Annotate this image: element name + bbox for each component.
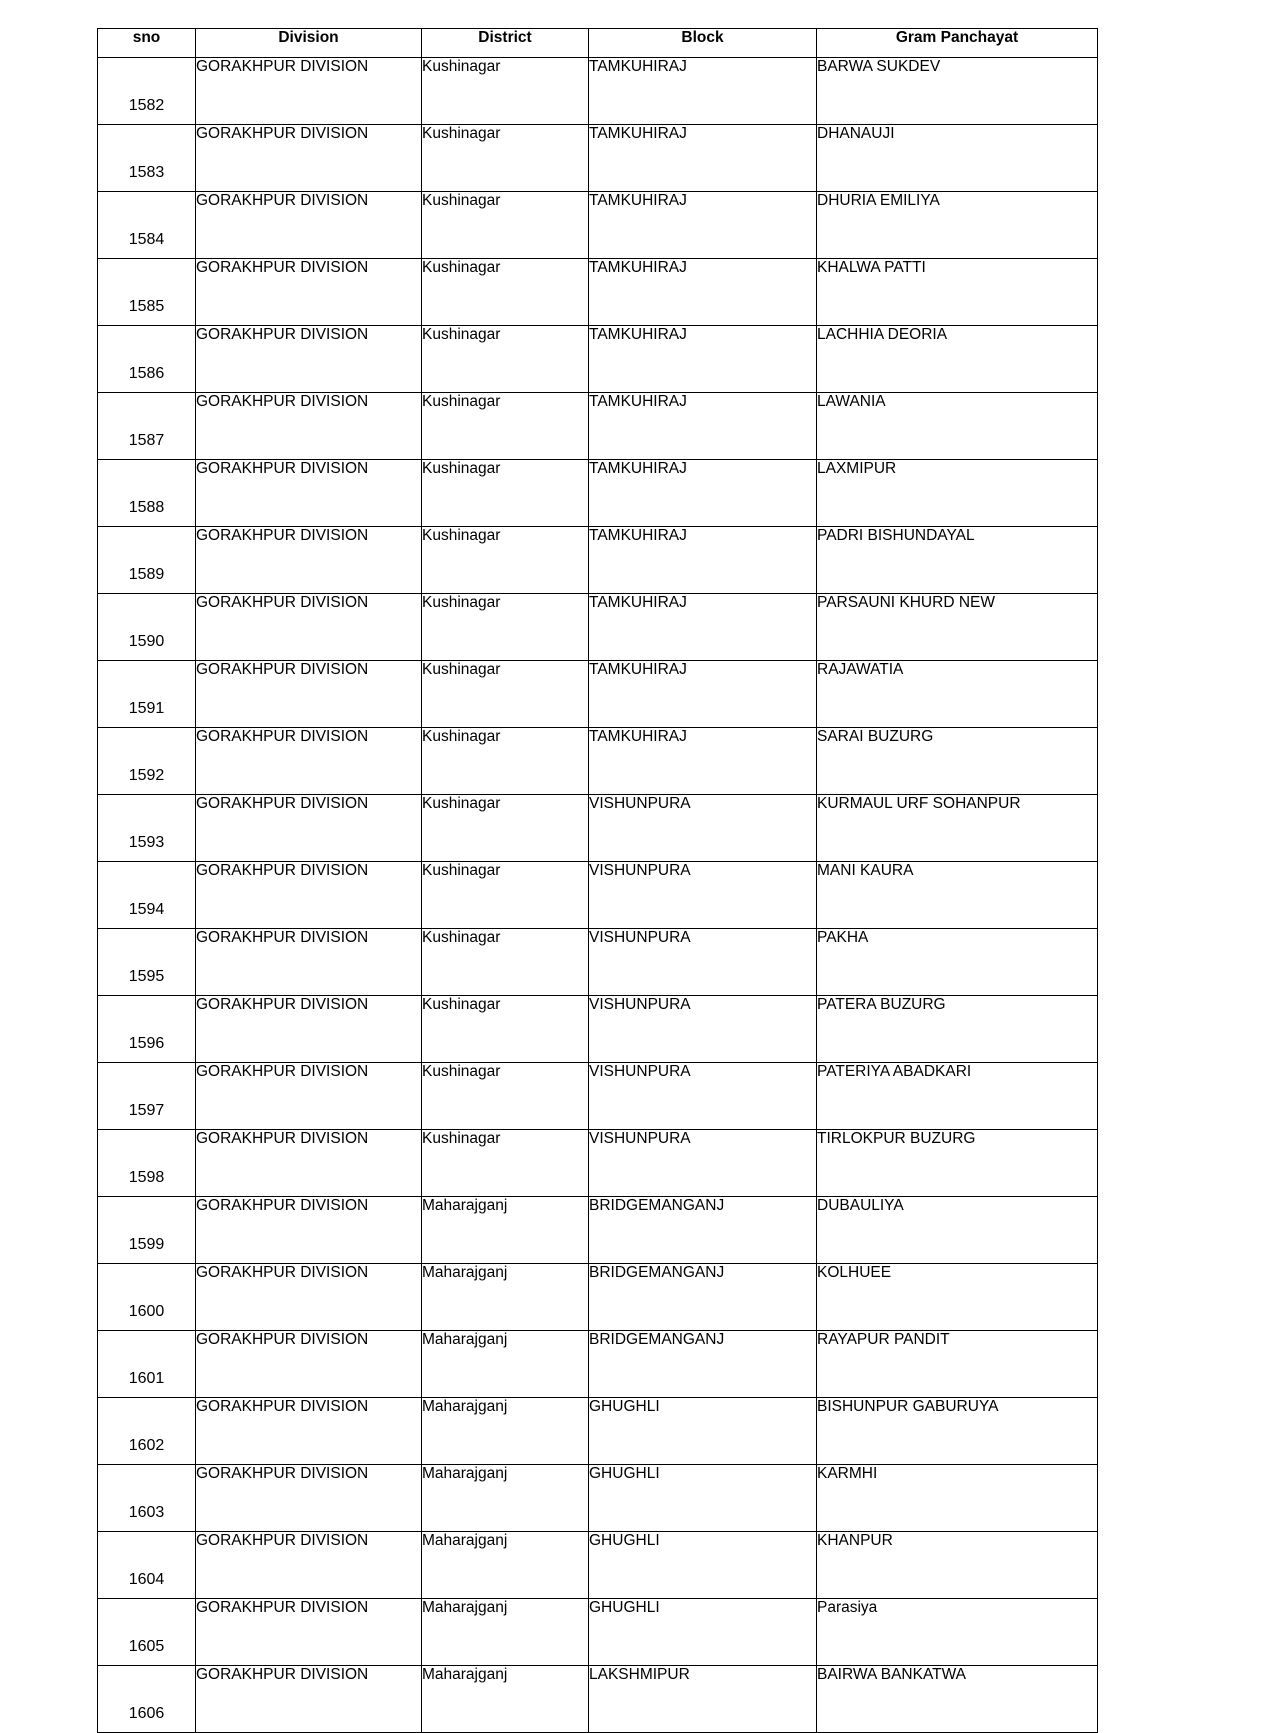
cell-sno: 1589 bbox=[98, 527, 196, 594]
cell-sno: 1584 bbox=[98, 192, 196, 259]
cell-gram-panchayat: SARAI BUZURG bbox=[817, 728, 1098, 795]
cell-block: TAMKUHIRAJ bbox=[589, 192, 817, 259]
table-row bbox=[98, 1130, 1098, 1197]
cell-division: GORAKHPUR DIVISION bbox=[196, 1331, 422, 1398]
cell-district: Kushinagar bbox=[422, 460, 589, 527]
table-header-row bbox=[98, 29, 1098, 58]
cell-district: Kushinagar bbox=[422, 192, 589, 259]
cell-division: GORAKHPUR DIVISION bbox=[196, 259, 422, 326]
cell-sno: 1586 bbox=[98, 326, 196, 393]
cell-sno: 1596 bbox=[98, 996, 196, 1063]
cell-gram-panchayat: LACHHIA DEORIA bbox=[817, 326, 1098, 393]
table-row bbox=[98, 259, 1098, 326]
cell-sno: 1595 bbox=[98, 929, 196, 996]
cell-sno: 1583 bbox=[98, 125, 196, 192]
cell-gram-panchayat: BAIRWA BANKATWA bbox=[817, 1666, 1098, 1733]
cell-block: VISHUNPURA bbox=[589, 1063, 817, 1130]
cell-district: Kushinagar bbox=[422, 862, 589, 929]
cell-gram-panchayat: PATERA BUZURG bbox=[817, 996, 1098, 1063]
table-row bbox=[98, 393, 1098, 460]
cell-block: TAMKUHIRAJ bbox=[589, 393, 817, 460]
cell-sno: 1599 bbox=[98, 1197, 196, 1264]
cell-district: Kushinagar bbox=[422, 125, 589, 192]
cell-block: VISHUNPURA bbox=[589, 1130, 817, 1197]
cell-block: LAKSHMIPUR bbox=[589, 1666, 817, 1733]
cell-sno: 1590 bbox=[98, 594, 196, 661]
cell-sno: 1598 bbox=[98, 1130, 196, 1197]
cell-block: VISHUNPURA bbox=[589, 996, 817, 1063]
cell-division: GORAKHPUR DIVISION bbox=[196, 1063, 422, 1130]
cell-district: Kushinagar bbox=[422, 1063, 589, 1130]
cell-block: BRIDGEMANGANJ bbox=[589, 1331, 817, 1398]
cell-gram-panchayat: DUBAULIYA bbox=[817, 1197, 1098, 1264]
cell-gram-panchayat: PAKHA bbox=[817, 929, 1098, 996]
table-row bbox=[98, 728, 1098, 795]
cell-sno: 1603 bbox=[98, 1465, 196, 1532]
table-row bbox=[98, 125, 1098, 192]
table-row bbox=[98, 192, 1098, 259]
cell-district: Maharajganj bbox=[422, 1264, 589, 1331]
table-row bbox=[98, 1532, 1098, 1599]
column-header-gram-panchayat: Gram Panchayat bbox=[817, 29, 1098, 58]
cell-division: GORAKHPUR DIVISION bbox=[196, 58, 422, 125]
cell-gram-panchayat: Parasiya bbox=[817, 1599, 1098, 1666]
cell-district: Maharajganj bbox=[422, 1599, 589, 1666]
cell-district: Maharajganj bbox=[422, 1331, 589, 1398]
cell-district: Kushinagar bbox=[422, 661, 589, 728]
table-row bbox=[98, 1264, 1098, 1331]
table-row bbox=[98, 1398, 1098, 1465]
column-header-district: District bbox=[422, 29, 589, 58]
cell-district: Kushinagar bbox=[422, 326, 589, 393]
cell-block: VISHUNPURA bbox=[589, 795, 817, 862]
table-row bbox=[98, 1666, 1098, 1733]
cell-district: Kushinagar bbox=[422, 929, 589, 996]
table-row bbox=[98, 58, 1098, 125]
cell-sno: 1606 bbox=[98, 1666, 196, 1733]
cell-sno: 1604 bbox=[98, 1532, 196, 1599]
cell-district: Kushinagar bbox=[422, 728, 589, 795]
cell-block: BRIDGEMANGANJ bbox=[589, 1264, 817, 1331]
cell-block: BRIDGEMANGANJ bbox=[589, 1197, 817, 1264]
cell-gram-panchayat: DHURIA EMILIYA bbox=[817, 192, 1098, 259]
cell-division: GORAKHPUR DIVISION bbox=[196, 1465, 422, 1532]
table-row bbox=[98, 1599, 1098, 1666]
gram-panchayat-table bbox=[97, 28, 1098, 1733]
cell-block: TAMKUHIRAJ bbox=[589, 259, 817, 326]
table-body bbox=[98, 58, 1098, 1733]
cell-division: GORAKHPUR DIVISION bbox=[196, 125, 422, 192]
cell-division: GORAKHPUR DIVISION bbox=[196, 929, 422, 996]
cell-division: GORAKHPUR DIVISION bbox=[196, 460, 422, 527]
cell-gram-panchayat: BISHUNPUR GABURUYA bbox=[817, 1398, 1098, 1465]
column-header-block: Block bbox=[589, 29, 817, 58]
table-row bbox=[98, 996, 1098, 1063]
cell-division: GORAKHPUR DIVISION bbox=[196, 1398, 422, 1465]
cell-block: TAMKUHIRAJ bbox=[589, 728, 817, 795]
table-row bbox=[98, 862, 1098, 929]
cell-gram-panchayat: LAXMIPUR bbox=[817, 460, 1098, 527]
cell-division: GORAKHPUR DIVISION bbox=[196, 1599, 422, 1666]
cell-gram-panchayat: RAYAPUR PANDIT bbox=[817, 1331, 1098, 1398]
cell-block: TAMKUHIRAJ bbox=[589, 326, 817, 393]
cell-division: GORAKHPUR DIVISION bbox=[196, 326, 422, 393]
table-row bbox=[98, 1063, 1098, 1130]
cell-division: GORAKHPUR DIVISION bbox=[196, 795, 422, 862]
cell-sno: 1594 bbox=[98, 862, 196, 929]
cell-block: GHUGHLI bbox=[589, 1532, 817, 1599]
cell-block: TAMKUHIRAJ bbox=[589, 460, 817, 527]
cell-block: GHUGHLI bbox=[589, 1465, 817, 1532]
cell-gram-panchayat: RAJAWATIA bbox=[817, 661, 1098, 728]
cell-division: GORAKHPUR DIVISION bbox=[196, 728, 422, 795]
cell-division: GORAKHPUR DIVISION bbox=[196, 661, 422, 728]
table-header bbox=[98, 29, 1098, 58]
cell-sno: 1605 bbox=[98, 1599, 196, 1666]
cell-sno: 1587 bbox=[98, 393, 196, 460]
table-row bbox=[98, 527, 1098, 594]
cell-division: GORAKHPUR DIVISION bbox=[196, 1666, 422, 1733]
cell-division: GORAKHPUR DIVISION bbox=[196, 1197, 422, 1264]
cell-gram-panchayat: KARMHI bbox=[817, 1465, 1098, 1532]
cell-gram-panchayat: KHANPUR bbox=[817, 1532, 1098, 1599]
cell-block: VISHUNPURA bbox=[589, 929, 817, 996]
column-header-sno: sno bbox=[98, 29, 196, 58]
cell-gram-panchayat: TIRLOKPUR BUZURG bbox=[817, 1130, 1098, 1197]
cell-division: GORAKHPUR DIVISION bbox=[196, 527, 422, 594]
cell-gram-panchayat: MANI KAURA bbox=[817, 862, 1098, 929]
cell-sno: 1592 bbox=[98, 728, 196, 795]
cell-block: TAMKUHIRAJ bbox=[589, 594, 817, 661]
table-row bbox=[98, 460, 1098, 527]
table-row bbox=[98, 795, 1098, 862]
cell-district: Kushinagar bbox=[422, 795, 589, 862]
cell-sno: 1602 bbox=[98, 1398, 196, 1465]
cell-gram-panchayat: KOLHUEE bbox=[817, 1264, 1098, 1331]
cell-sno: 1591 bbox=[98, 661, 196, 728]
cell-block: TAMKUHIRAJ bbox=[589, 527, 817, 594]
table-row bbox=[98, 1197, 1098, 1264]
table-row bbox=[98, 1465, 1098, 1532]
cell-sno: 1597 bbox=[98, 1063, 196, 1130]
table-row bbox=[98, 661, 1098, 728]
table-row bbox=[98, 326, 1098, 393]
cell-gram-panchayat: DHANAUJI bbox=[817, 125, 1098, 192]
cell-division: GORAKHPUR DIVISION bbox=[196, 1532, 422, 1599]
cell-district: Kushinagar bbox=[422, 393, 589, 460]
cell-block: TAMKUHIRAJ bbox=[589, 125, 817, 192]
cell-sno: 1601 bbox=[98, 1331, 196, 1398]
cell-block: VISHUNPURA bbox=[589, 862, 817, 929]
column-header-division: Division bbox=[196, 29, 422, 58]
cell-district: Kushinagar bbox=[422, 259, 589, 326]
cell-gram-panchayat: PARSAUNI KHURD NEW bbox=[817, 594, 1098, 661]
cell-gram-panchayat: PATERIYA ABADKARI bbox=[817, 1063, 1098, 1130]
table-row bbox=[98, 929, 1098, 996]
cell-division: GORAKHPUR DIVISION bbox=[196, 1264, 422, 1331]
cell-district: Maharajganj bbox=[422, 1666, 589, 1733]
cell-sno: 1600 bbox=[98, 1264, 196, 1331]
cell-gram-panchayat: KURMAUL URF SOHANPUR bbox=[817, 795, 1098, 862]
cell-gram-panchayat: KHALWA PATTI bbox=[817, 259, 1098, 326]
cell-sno: 1593 bbox=[98, 795, 196, 862]
cell-division: GORAKHPUR DIVISION bbox=[196, 1130, 422, 1197]
cell-district: Kushinagar bbox=[422, 527, 589, 594]
cell-block: GHUGHLI bbox=[589, 1398, 817, 1465]
cell-district: Maharajganj bbox=[422, 1465, 589, 1532]
cell-gram-panchayat: PADRI BISHUNDAYAL bbox=[817, 527, 1098, 594]
cell-division: GORAKHPUR DIVISION bbox=[196, 594, 422, 661]
cell-district: Kushinagar bbox=[422, 996, 589, 1063]
cell-block: TAMKUHIRAJ bbox=[589, 661, 817, 728]
table-row bbox=[98, 594, 1098, 661]
cell-district: Kushinagar bbox=[422, 594, 589, 661]
cell-gram-panchayat: LAWANIA bbox=[817, 393, 1098, 460]
cell-sno: 1582 bbox=[98, 58, 196, 125]
cell-gram-panchayat: BARWA SUKDEV bbox=[817, 58, 1098, 125]
cell-division: GORAKHPUR DIVISION bbox=[196, 192, 422, 259]
cell-sno: 1588 bbox=[98, 460, 196, 527]
table-row bbox=[98, 1331, 1098, 1398]
cell-division: GORAKHPUR DIVISION bbox=[196, 862, 422, 929]
cell-district: Kushinagar bbox=[422, 1130, 589, 1197]
cell-sno: 1585 bbox=[98, 259, 196, 326]
cell-division: GORAKHPUR DIVISION bbox=[196, 996, 422, 1063]
cell-block: TAMKUHIRAJ bbox=[589, 58, 817, 125]
cell-block: GHUGHLI bbox=[589, 1599, 817, 1666]
cell-district: Kushinagar bbox=[422, 58, 589, 125]
cell-division: GORAKHPUR DIVISION bbox=[196, 393, 422, 460]
cell-district: Maharajganj bbox=[422, 1532, 589, 1599]
cell-district: Maharajganj bbox=[422, 1197, 589, 1264]
cell-district: Maharajganj bbox=[422, 1398, 589, 1465]
